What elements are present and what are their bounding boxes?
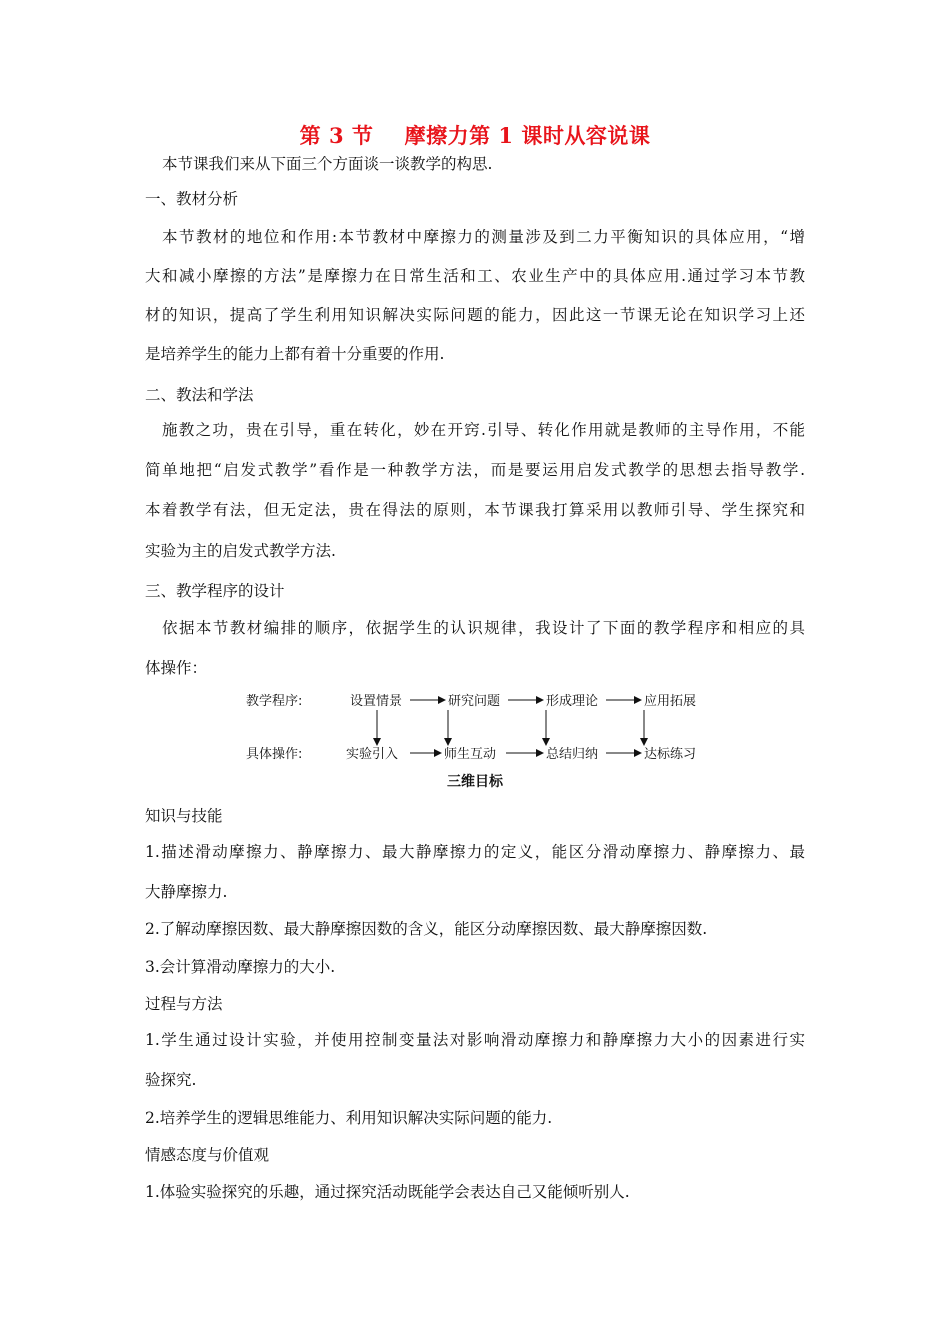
- paragraph-line: 依据本节教材编排的顺序，依据学生的认识规律，我设计了下面的教学程序和相应的具: [162, 619, 805, 637]
- flow-node: 应用拓展: [644, 694, 697, 709]
- flow-node: 达标练习: [644, 747, 697, 762]
- paragraph-line: 本着教学有法，但无定法，贵在得法的原则，本节课我打算采用以教师引导、学生探究和: [145, 501, 805, 519]
- paragraph-line: 本节教材的地位和作用:本节教材中摩擦力的测量涉及到二力平衡知识的具体应用，“增: [162, 228, 805, 246]
- subsection-heading-knowledge: 知识与技能: [145, 807, 223, 825]
- flow-node: 设置情景: [350, 694, 403, 709]
- page-title: 第 3 节 摩擦力第 1 课时从容说课: [299, 123, 651, 148]
- teaching-flow-diagram: [240, 685, 720, 765]
- subsection-heading-emotion: 情感态度与价值观: [145, 1146, 270, 1164]
- flow-node: 师生互动: [444, 747, 497, 762]
- section-heading-materials: 一、教材分析: [145, 190, 239, 208]
- paragraph-line: 体操作：: [145, 659, 208, 677]
- paragraph-line: 3.会计算滑动摩擦力的大小.: [145, 958, 336, 976]
- paragraph-line: 1.学生通过设计实验，并使用控制变量法对影响滑动摩擦力和静摩擦力大小的因素进行实: [145, 1031, 805, 1049]
- paragraph-line: 材的知识，提高了学生利用知识解决实际问题的能力，因此这一节课无论在知识学习上还: [145, 306, 805, 324]
- flow-row-label-procedure: 教学程序:: [246, 694, 303, 709]
- paragraph-line: 验探究.: [145, 1071, 197, 1089]
- paragraph-line: 是培养学生的能力上都有着十分重要的作用.: [145, 345, 445, 363]
- paragraph-line: 实验为主的启发式教学方法.: [145, 542, 336, 560]
- paragraph-line: 大静摩擦力.: [145, 883, 228, 901]
- paragraph-line: 2.培养学生的逻辑思维能力、利用知识解决实际问题的能力.: [145, 1109, 553, 1127]
- flow-node: 实验引入: [346, 747, 399, 762]
- paragraph-line: 1.描述滑动摩擦力、静摩擦力、最大静摩擦力的定义，能区分滑动摩擦力、静摩擦力、最: [145, 843, 805, 861]
- flow-node: 形成理论: [546, 694, 599, 709]
- paragraph-line: 1.体验实验探究的乐趣，通过探究活动既能学会表达自己又能倾听别人.: [145, 1183, 630, 1201]
- section-heading-methods: 二、教法和学法: [145, 386, 254, 404]
- paragraph-line: 大和减小摩擦的方法”是摩擦力在日常生活和工、农业生产中的具体应用.通过学习本节教: [145, 267, 805, 285]
- paragraph-line: 2.了解动摩擦因数、最大静摩擦因数的含义，能区分动摩擦因数、最大静摩擦因数.: [145, 920, 708, 938]
- flow-node: 总结归纳: [546, 747, 599, 762]
- flow-node: 研究问题: [448, 694, 501, 709]
- paragraph-line: 施教之功，贵在引导，重在转化，妙在开窍.引导、转化作用就是教师的主导作用，不能: [162, 421, 805, 439]
- intro-text: 本节课我们来从下面三个方面谈一谈教学的构思.: [162, 155, 493, 173]
- subsection-heading-process: 过程与方法: [145, 995, 223, 1013]
- paragraph-line: 简单地把“启发式教学”看作是一种教学方法，而是要运用启发式教学的思想去指导教学.: [145, 461, 805, 479]
- goals-heading: 三维目标: [447, 774, 503, 790]
- section-heading-procedure: 三、教学程序的设计: [145, 582, 285, 600]
- flow-row-label-operation: 具体操作:: [246, 747, 303, 762]
